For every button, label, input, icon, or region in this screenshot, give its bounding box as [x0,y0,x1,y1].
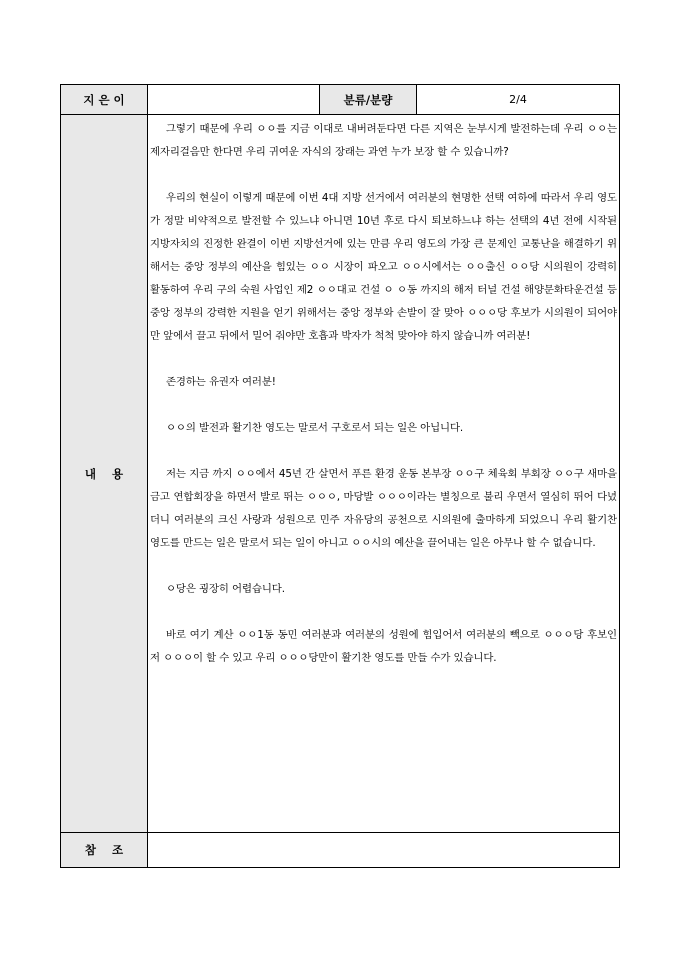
paragraph-1: 그렇기 때문에 우리 ㅇㅇ를 지금 이대로 내버려둔다면 다른 지역은 눈부시게 발전하는데 우리 ㅇㅇ는 제자리걸음만 한다면 우리 귀여운 자식의 장래는 과연 누가 보장 할 수 있습니까? [150,123,617,158]
paragraph-7: 바로 여기 계산 ㅇㅇ1동 동민 여러분과 여러분의 성원에 힘입어서 여러분의 빽으로 ㅇㅇㅇ당 후보인 저 ㅇㅇㅇ이 할 수 있고 우리 ㅇㅇㅇ당만이 활기찬 영도를 만들 수가 있습니다. [150,629,617,664]
paragraph-gap [150,164,617,187]
document-form-table [60,84,620,868]
paragraph-gap [150,555,617,578]
paragraph-3: 존경하는 유권자 여러분! [166,376,276,388]
page-count: 2/4 [417,85,620,115]
reference-value [148,833,620,868]
paragraph-5: 저는 지금 까지 ㅇㅇ에서 45년 간 살면서 푸른 환경 운동 본부장 ㅇㅇ구 체육회 부회장 ㅇㅇ구 새마을 금고 연합회장을 하면서 발로 뛰는 ㅇㅇㅇ, 마당발 ㅇㅇㅇ이라는 별칭으로 불리 우면서 열심히 뛰어 다녔더니 여러분의 크신 사랑과 성원으로 민주 자유당의 공천으로 시의원에 출마하게 되었으니 우리 활기찬 영도를 만드는 일은 말로서 되는 일이 아니고 ㅇㅇ시의 예산을 끌어내는 일은 아무나 할 수 없습니다. [150,468,617,549]
author-value [148,85,320,115]
paragraph-2: 우리의 현실이 이렇게 때문에 이번 4대 지방 선거에서 여러분의 현명한 선택 여하에 따라서 우리 영도가 정말 비약적으로 발전할 수 있느냐 아니면 10년 후로 다시 퇴보하느냐 하는 선택의 4년 전에 시작된 지방자치의 진정한 완결이 이번 지방선거에 있는 만큼 우리 영도의 가장 큰 문제인 교통난을 해결하기 위해서는 중앙 정부의 예산을 힘있는 ㅇㅇ 시장이 파오고 ㅇㅇ시에서는 ㅇㅇ출신 ㅇㅇ당 시의원이 강력히 활동하여 우리 구의 숙원 사업인 제2 ㅇㅇ대교 건설 ㅇ ㅇ동 까지의 해저 터널 건설 해양문화타운건설 등 중앙 정부의 강력한 지원을 얻기 위해서는 중앙 정부와 손발이 잘 맞아 ㅇㅇㅇ당 후보가 시의원이 되어야만 앞에서 끌고 뒤에서 밀어 줘야만 호흡과 박자가 척척 맞아야 하지 않습니까 여러분! [150,192,617,342]
reference-label: 참 조 [61,833,148,868]
author-label: 지 은 이 [61,85,148,115]
paragraph-gap [150,348,617,371]
content-row [61,115,620,833]
reference-row [61,833,620,868]
content-label: 내 용 [61,115,148,833]
paragraph-gap [150,601,617,624]
paragraph-gap [150,440,617,463]
category-label: 분류/분량 [320,85,417,115]
header-row [61,85,620,115]
paragraph-gap [150,394,617,417]
paragraph-4: ㅇㅇ의 발전과 활기찬 영도는 말로서 구호로서 되는 일은 아닙니다. [166,422,464,434]
content-body [148,115,620,833]
paragraph-6: ㅇ당은 굉장히 어렵습니다. [166,583,285,595]
